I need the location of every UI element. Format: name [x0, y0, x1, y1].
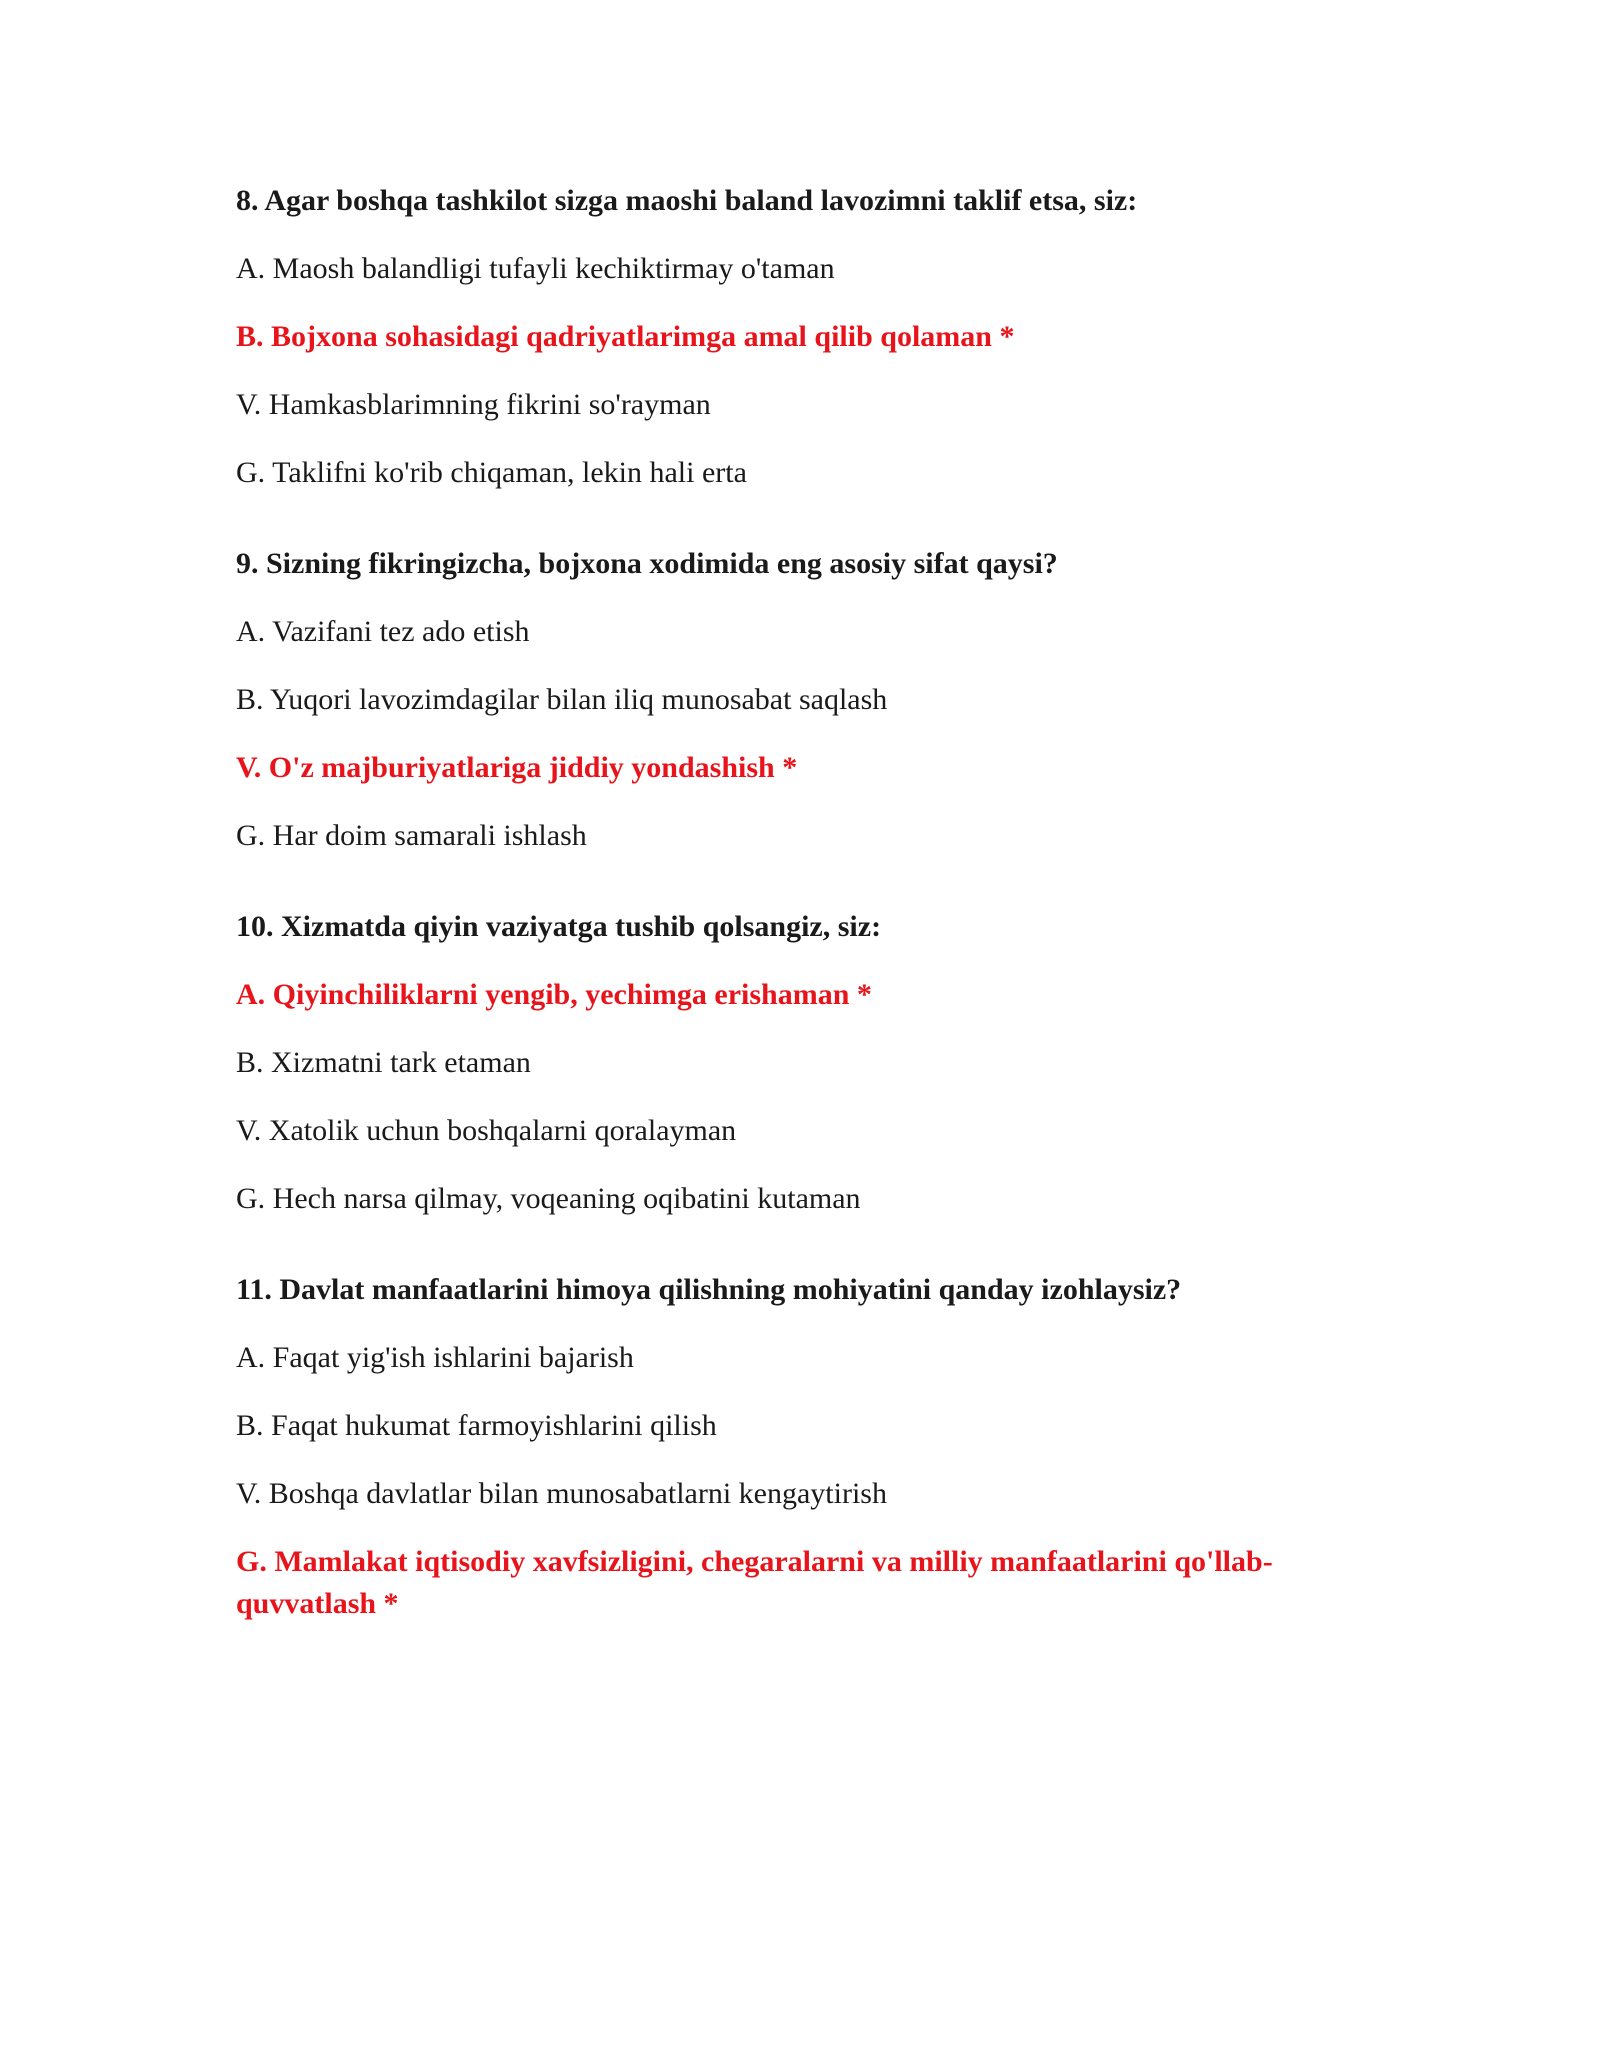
answer-option: G. Hech narsa qilmay, voqeaning oqibatini kutaman — [236, 1182, 861, 1215]
question-block-8 — [236, 180, 1376, 494]
correct-answer-option: A. Qiyinchiliklarni yengib, yechimga erishaman * — [236, 978, 872, 1011]
answer-option: G. Taklifni ko'rib chiqaman, lekin hali erta — [236, 456, 747, 489]
question-block-11 — [236, 1269, 1376, 1625]
correct-answer-option: B. Bojxona sohasidagi qadriyatlarimga amal qilib qolaman * — [236, 320, 1015, 353]
question-text: 10. Xizmatda qiyin vaziyatga tushib qolsangiz, siz: — [236, 910, 882, 943]
question-block-10 — [236, 906, 1376, 1220]
answer-option: A. Maosh balandligi tufayli kechiktirmay o'taman — [236, 252, 835, 285]
answer-option: V. Boshqa davlatlar bilan munosabatlarni kengaytirish — [236, 1477, 887, 1510]
question-text: 11. Davlat manfaatlarini himoya qilishning mohiyatini qanday izohlaysiz? — [236, 1273, 1182, 1306]
answer-option: G. Har doim samarali ishlash — [236, 819, 587, 852]
question-text: 9. Sizning fikringizcha, bojxona xodimida eng asosiy sifat qaysi? — [236, 547, 1058, 580]
document-page — [236, 180, 1376, 1674]
answer-option: V. Xatolik uchun boshqalarni qoralayman — [236, 1114, 737, 1147]
question-text: 8. Agar boshqa tashkilot sizga maoshi baland lavozimni taklif etsa, siz: — [236, 184, 1138, 217]
answer-option: A. Vazifani tez ado etish — [236, 615, 530, 648]
answer-option: V. Hamkasblarimning fikrini so'rayman — [236, 388, 711, 421]
correct-answer-option: G. Mamlakat iqtisodiy xavfsizligini, chegaralarni va milliy manfaatlarini qo'llab-quvvatlash * — [236, 1545, 1273, 1620]
answer-option: B. Faqat hukumat farmoyishlarini qilish — [236, 1409, 717, 1442]
answer-option: B. Xizmatni tark etaman — [236, 1046, 531, 1079]
answer-option: A. Faqat yig'ish ishlarini bajarish — [236, 1341, 634, 1374]
question-block-9 — [236, 543, 1376, 857]
answer-option: B. Yuqori lavozimdagilar bilan iliq munosabat saqlash — [236, 683, 888, 716]
correct-answer-option: V. O'z majburiyatlariga jiddiy yondashish * — [236, 751, 798, 784]
